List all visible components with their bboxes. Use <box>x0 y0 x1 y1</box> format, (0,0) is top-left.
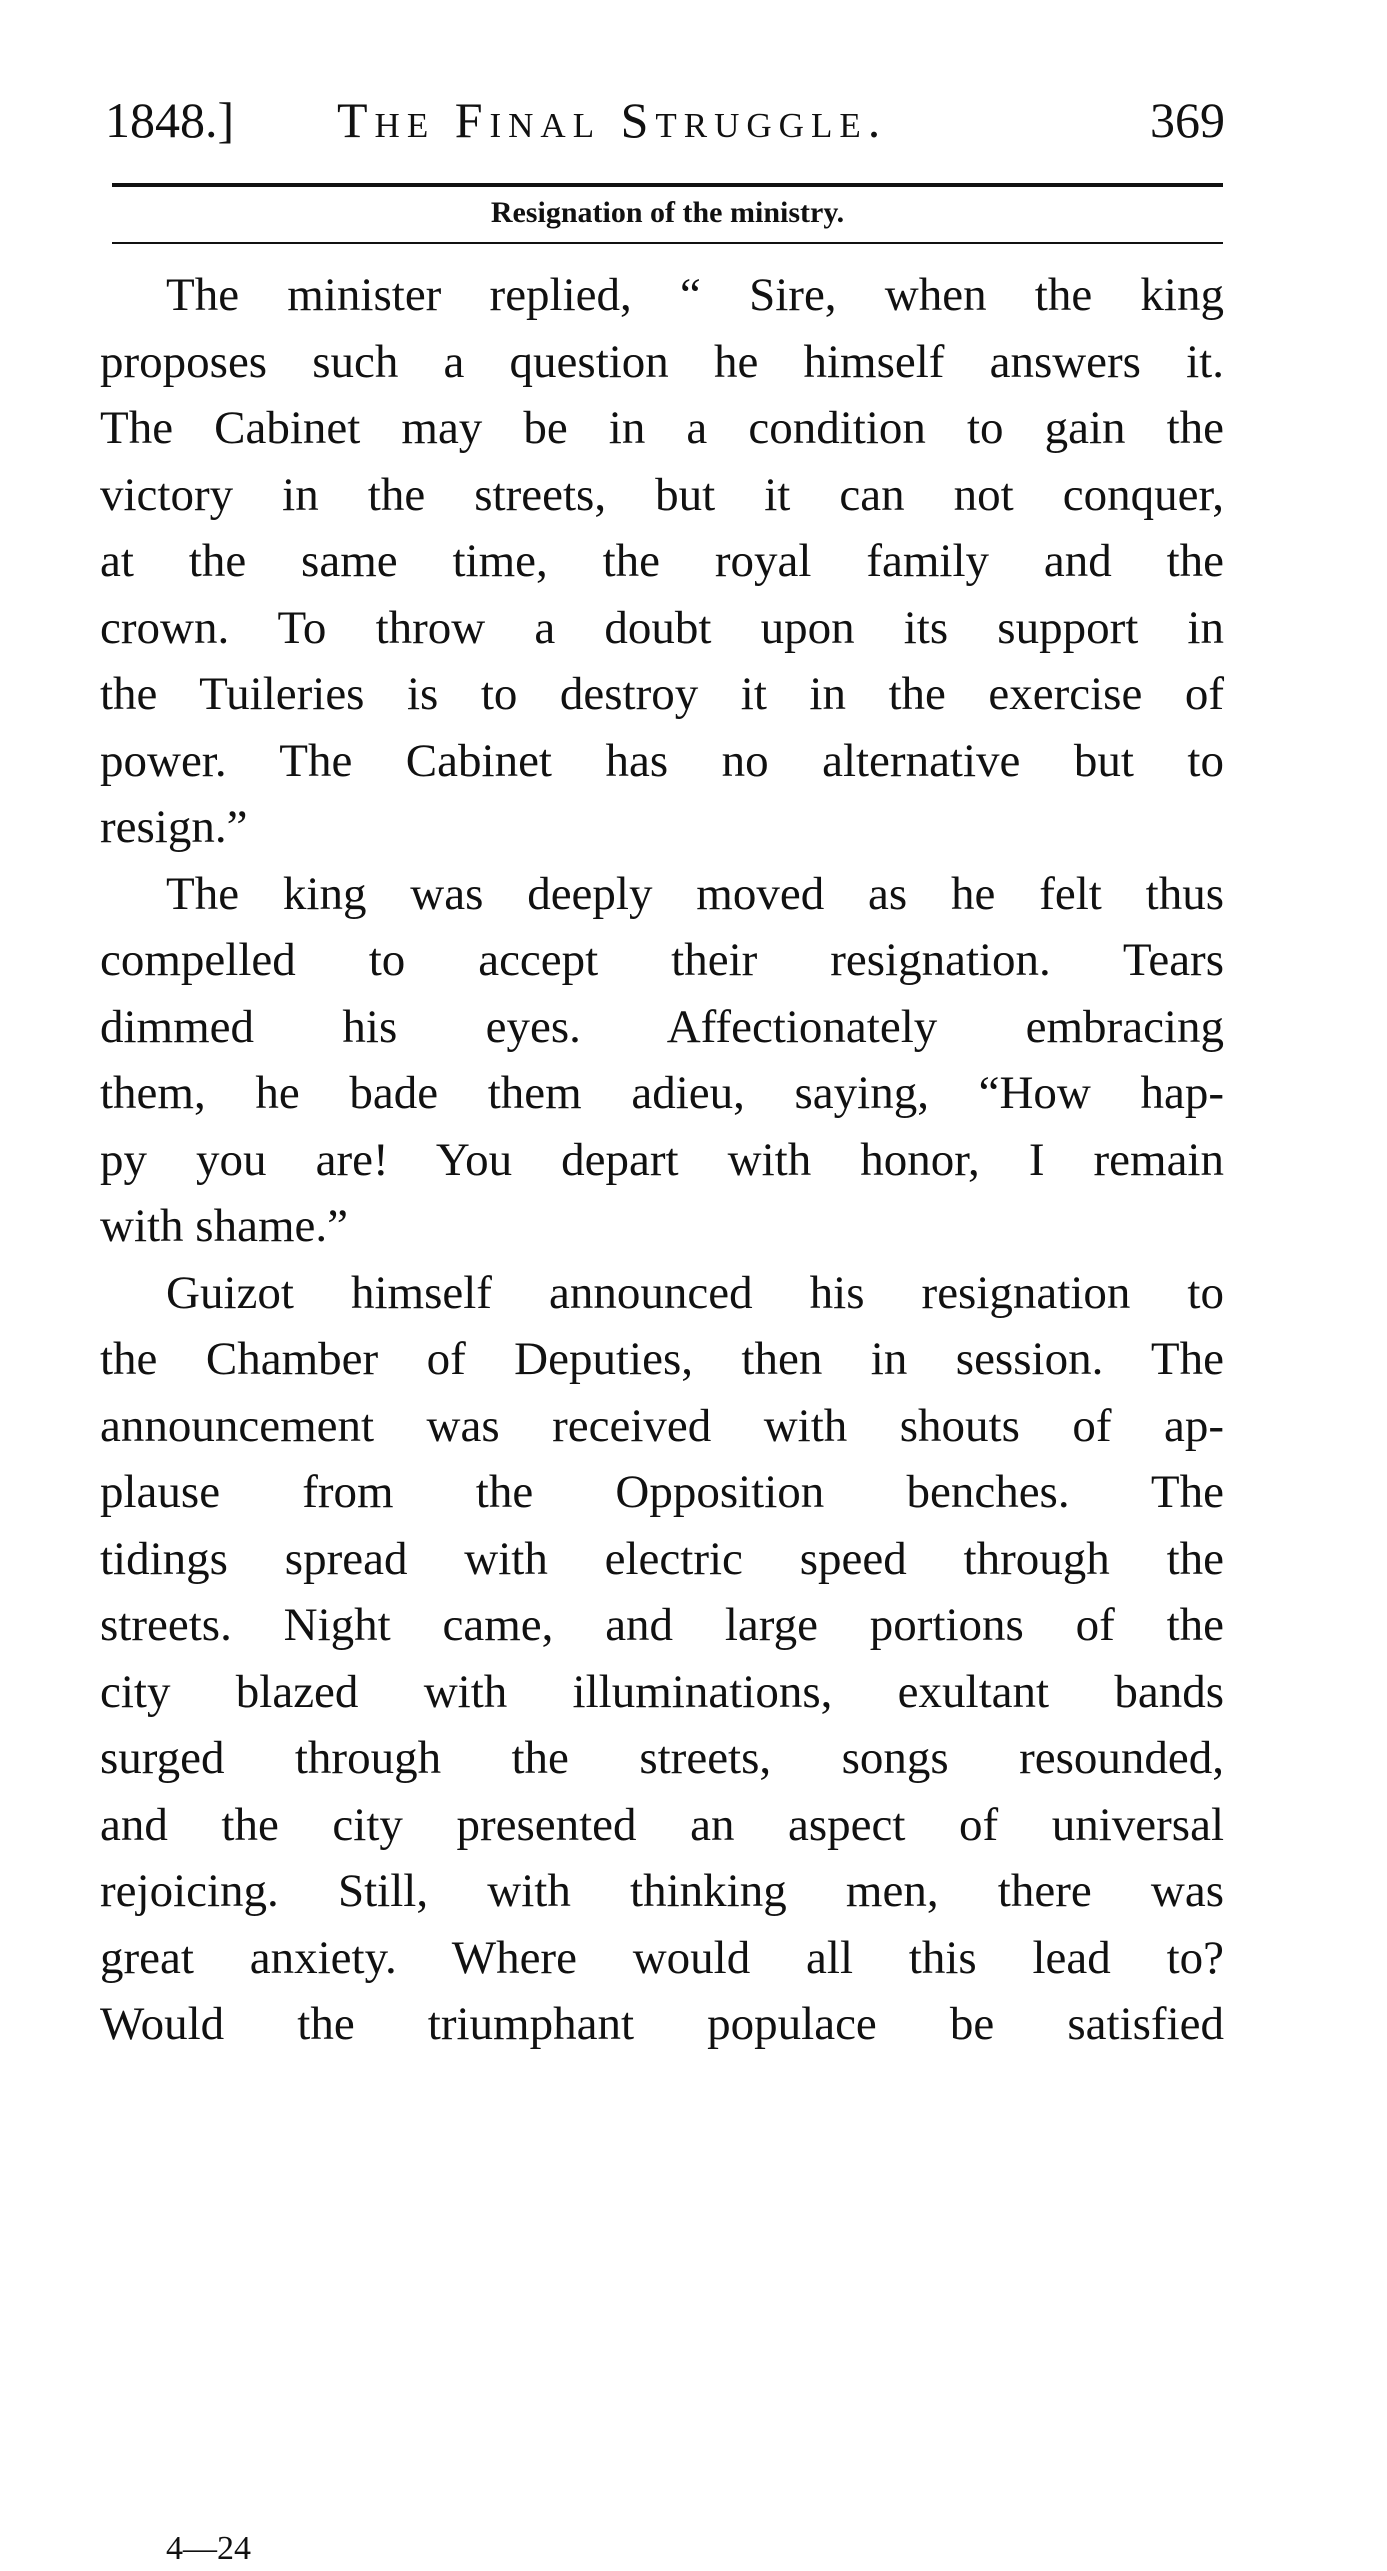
section-heading: Resignation of the ministry. <box>490 196 845 229</box>
header-rule-top <box>112 183 1223 187</box>
text-line: py you are! You depart with honor, I remain <box>100 1133 1224 1186</box>
text-line: compelled to accept their resignation. Tears <box>100 934 1224 986</box>
text-line: Would the triumphant populace be satisfied <box>100 1998 1224 2050</box>
text-line: streets. Night came, and large portions of the <box>100 1599 1224 1651</box>
text-line: power. The Cabinet has no alternative but to <box>100 734 1224 787</box>
text-line: Guizot himself announced his resignation to <box>166 1266 1224 1319</box>
text-line: resign.” <box>100 801 248 853</box>
text-line: with shame.” <box>100 1200 348 1252</box>
text-line: dimmed his eyes. Affectionately embracing <box>100 1000 1224 1053</box>
text-line: surged through the streets, songs resounded, <box>100 1732 1224 1784</box>
text-line: The Cabinet may be in a condition to gain the <box>100 402 1224 454</box>
body-text <box>100 262 1224 2058</box>
text-line: and the city presented an aspect of universal <box>100 1798 1224 1851</box>
text-line: the Tuileries is to destroy it in the exercise of <box>100 668 1224 720</box>
header-rule-bottom <box>112 242 1223 244</box>
text-line: great anxiety. Where would all this lead to? <box>100 1931 1224 1984</box>
text-line: announcement was received with shouts of ap- <box>100 1399 1224 1452</box>
text-line: at the same time, the royal family and the <box>100 535 1224 587</box>
running-head-title: The Final Struggle. <box>337 92 888 148</box>
signature-mark: 4—24 <box>166 2530 251 2567</box>
text-line: city blazed with illuminations, exultant bands <box>100 1665 1224 1718</box>
text-line: plause from the Opposition benches. The <box>100 1466 1224 1518</box>
running-head-year: 1848.] <box>105 92 235 148</box>
text-line: the Chamber of Deputies, then in session. The <box>100 1333 1224 1385</box>
text-line: them, he bade them adieu, saying, “How hap- <box>100 1067 1224 1119</box>
text-line: The minister replied, “ Sire, when the king <box>166 269 1224 321</box>
text-line: victory in the streets, but it can not conquer, <box>100 468 1224 521</box>
text-line: rejoicing. Still, with thinking men, there was <box>100 1865 1224 1917</box>
text-line: tidings spread with electric speed through the <box>100 1532 1224 1585</box>
running-head <box>105 90 1225 160</box>
text-line: The king was deeply moved as he felt thus <box>166 867 1224 920</box>
page-number: 369 <box>1150 92 1225 148</box>
text-line: proposes such a question he himself answers it. <box>100 335 1224 388</box>
text-line: crown. To throw a doubt upon its support in <box>100 601 1224 654</box>
